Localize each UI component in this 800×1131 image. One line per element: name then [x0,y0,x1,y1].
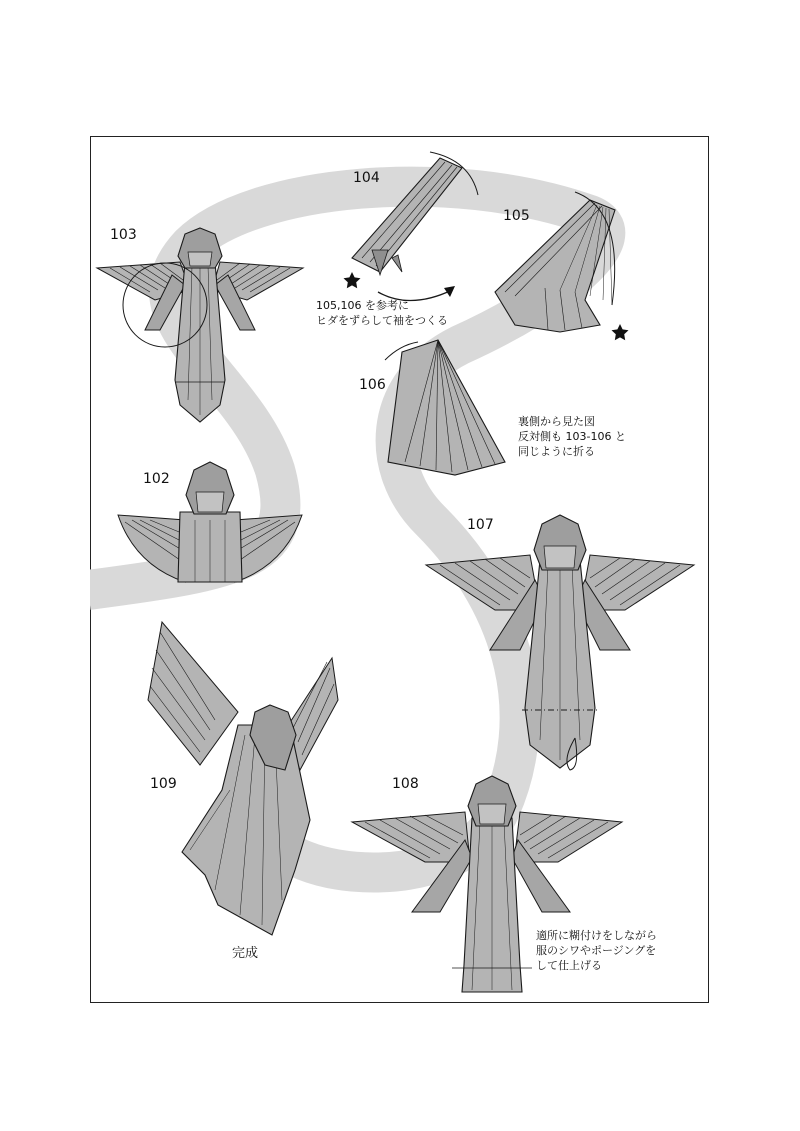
step-number-107: 107 [467,517,494,533]
step-number-103: 103 [110,227,137,243]
figure-106 [385,340,505,475]
note-line: 裏側から見た図 [518,415,595,428]
note-line: 適所に糊付けをしながら [536,929,657,942]
note-finish-tips [536,928,657,973]
note-sleeve [316,298,448,328]
note-line: 同じように折る [518,445,595,458]
note-line: 服のシワやポージングを [536,944,657,957]
completion-label: 完成 [232,946,259,961]
note-line: 反対側も 103-106 と [518,430,626,443]
note-line: ヒダをずらして袖をつくる [316,314,448,327]
note-back-view [518,414,626,459]
note-line: して仕上げる [536,959,602,972]
step-number-106: 106 [359,377,386,393]
figure-103 [97,228,303,422]
step-number-102: 102 [143,471,170,487]
step-number-105: 105 [503,208,530,224]
step-number-104: 104 [353,170,380,186]
note-line: 105,106 を参考に [316,299,409,312]
step-number-108: 108 [392,776,419,792]
step-number-109: 109 [150,776,177,792]
